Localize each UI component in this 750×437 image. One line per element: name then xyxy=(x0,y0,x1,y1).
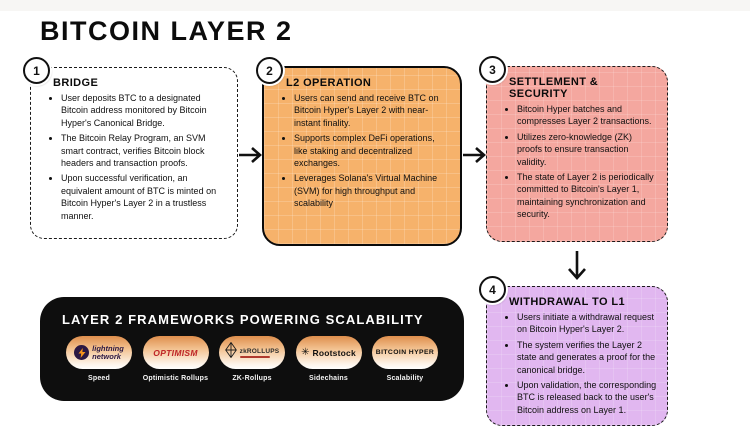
rootstock-logo xyxy=(296,336,362,369)
step-bullet: • The system verifies the Layer 2 state and generates a proof for the canonical bridge. xyxy=(517,339,657,376)
arrow-right-icon xyxy=(462,145,488,170)
arrow-down-icon xyxy=(566,250,588,289)
lightning-bolt-icon xyxy=(74,345,89,360)
step-number-badge-3: 3 xyxy=(479,56,506,83)
step-title-bridge: BRIDGE xyxy=(53,77,99,89)
step-bullet: • Leverages Solana's Virtual Machine (SVM) for high throughput and scalability xyxy=(294,172,450,209)
step-bullet: • The state of Layer 2 is periodically committed to Bitcoin's Layer 1, maintaining synchronization and security. xyxy=(517,171,657,221)
lightning-word: lightning xyxy=(92,344,124,353)
framework-label-zk-rollups: ZK-Rollups xyxy=(232,375,272,382)
framework-bitcoin-hyper xyxy=(368,336,442,382)
lightning-network-wordmark xyxy=(92,345,124,360)
page-title: BITCOIN LAYER 2 xyxy=(40,16,293,46)
step-bullet: • The Bitcoin Relay Program, an SVM smart contract, verifies Bitcoin block headers and transaction proofs. xyxy=(61,132,227,169)
zk-rollups-subtitle-bar xyxy=(240,356,270,358)
step-bullet: • Utilizes zero-knowledge (ZK) proofs to ensure transaction validity. xyxy=(517,131,657,168)
step-bullet: • Bitcoin Hyper batches and compresses Layer 2 transactions. xyxy=(517,103,657,128)
framework-label-scalability: Scalability xyxy=(386,375,424,382)
step-box-withdrawal-l1 xyxy=(486,282,668,426)
rootstock-icon: ✳ xyxy=(301,346,310,358)
step-bullet-list xyxy=(501,103,657,221)
step-bullet: • Upon validation, the corresponding BTC is released back to the user's Bitcoin address on Layer 1. xyxy=(517,379,657,416)
zk-rollups-wordmark xyxy=(240,348,280,358)
frameworks-banner xyxy=(40,297,464,401)
step-number-badge-4: 4 xyxy=(479,276,506,303)
step-bullet: • Users can send and receive BTC on Bitcoin Hyper's Layer 2 with near-instant finality. xyxy=(294,92,450,129)
optimism-logo xyxy=(143,336,209,369)
page-top-strip xyxy=(0,0,750,11)
network-word: network xyxy=(92,351,121,361)
rootstock-wordmark: Rootstock xyxy=(312,347,356,358)
step-title-withdrawal-l1: WITHDRAWAL TO L1 xyxy=(509,296,625,308)
step-number-badge-2: 2 xyxy=(256,57,283,84)
framework-zk-rollups xyxy=(215,336,289,382)
optimism-wordmark: OPTIMISM xyxy=(153,347,198,358)
framework-label-optimistic-rollups: Optimistic Rollups xyxy=(142,375,209,382)
lightning-network-logo xyxy=(66,336,132,369)
step-bullet: • User deposits BTC to a designated Bitcoin address monitored by Bitcoin Hyper's Canonical Bridge. xyxy=(61,92,227,129)
bitcoin-hyper-wordmark: BITCOIN HYPER xyxy=(375,349,435,356)
step-title-settlement-security: SETTLEMENT & SECURITY xyxy=(509,76,599,100)
framework-optimism xyxy=(139,336,213,382)
zk-rollups-text: zkROLLUPS xyxy=(239,347,280,355)
step-bullet: • Supports complex DeFi operations, like staking and decentralized exchanges. xyxy=(294,132,450,169)
framework-rootstock xyxy=(292,336,366,382)
frameworks-row xyxy=(62,336,448,382)
step-bullet-list xyxy=(278,92,450,210)
step-number-badge-1: 1 xyxy=(23,57,50,84)
step-box-l2-operation xyxy=(262,63,462,246)
step-bullet-list xyxy=(45,92,227,222)
zk-rollups-logo xyxy=(219,336,285,369)
banner-title: LAYER 2 FRAMEWORKS POWERING SCALABILITY xyxy=(62,312,424,327)
step-bullet: • Upon successful verification, an equivalent amount of BTC is minted on Bitcoin Hyper's Layer 2 in a trustless manner. xyxy=(61,172,227,222)
step-bullet-list xyxy=(501,311,657,416)
step-box-bridge xyxy=(30,63,238,239)
framework-label-sidechains: Sidechains xyxy=(309,375,348,382)
bitcoin-hyper-logo xyxy=(372,336,438,369)
step-box-settlement-security xyxy=(486,62,668,242)
arrow-right-icon xyxy=(238,145,264,170)
framework-lightning-network xyxy=(62,336,136,382)
step-title-l2-operation: L2 OPERATION xyxy=(286,77,372,89)
ethereum-diamond-icon xyxy=(225,342,237,363)
framework-label-speed: Speed xyxy=(87,375,110,382)
step-bullet: • Users initiate a withdrawal request on Bitcoin Hyper's Layer 2. xyxy=(517,311,657,336)
